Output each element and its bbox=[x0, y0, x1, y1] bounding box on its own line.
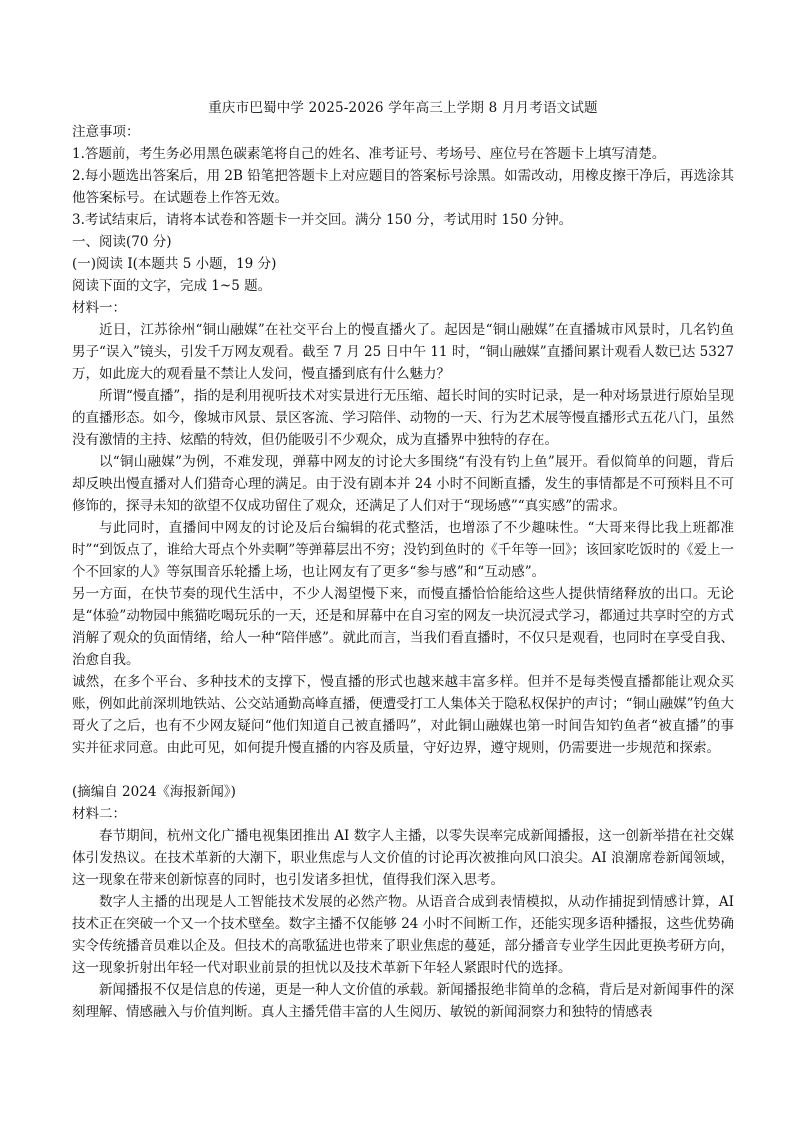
spacer bbox=[72, 759, 734, 781]
paragraph: 春节期间，杭州文化广播电视集团推出 AI 数字人主播，以零失误率完成新闻播报，这一创新举措在社交媒体引发热议。在技术革新的大潮下，职业焦虑与人文价值的讨论再次被推向风口浪尖。AI 浪潮席卷新闻领域，这一现象在带来创新惊喜的同时，也引发诸多担忧，值得我们深入思考。 bbox=[72, 828, 734, 888]
material-label: 材料二： bbox=[72, 806, 126, 822]
paragraph: 与此同时，直播间中网友的讨论及后台编辑的花式整活，也增添了不少趣味性。“大哥来得比我上班都准时”“到饭点了，谁给大哥点个外卖啊”等弹幕层出不穷；没钓到鱼时的《千年等一回》；该回家吃饭时的《爱上一个不回家的人》等氛围音乐轮播上场，也让网友有了更多“参与感”和“互动感”。 bbox=[72, 520, 734, 580]
paragraph: 近日，江苏徐州“铜山融媒”在社交平台上的慢直播火了。起因是“铜山融媒”在直播城市风景时，几名钓鱼男子“误入”镜头，引发千万网友观看。截至 7 月 25 日中午 11 时，“铜山融媒”直播间累计观看人数已达 5327 万，如此庞大的观看量不禁让人发问，慢直播到底有什么魅力？ bbox=[72, 322, 734, 382]
exam-page bbox=[72, 97, 734, 1023]
paragraph: 所谓“慢直播”，指的是利用视听技术对实景进行无压缩、超长时间的实时记录，是一种对场景进行原始呈现的直播形态。如今，像城市风景、景区客流、学习陪伴、动物的一天、行为艺术展等慢直播形式五花八门，虽然没有激情的主持、炫酷的特效，但仍能吸引不少观众，成为直播界中独特的存在。 bbox=[72, 388, 734, 448]
paragraph: 数字人主播的出现是人工智能技术发展的必然产物。从语音合成到表情模拟，从动作捕捉到情感计算，AI 技术正在突破一个又一个技术壁垒。数字主播不仅能够 24 小时不间断工作，还能实现多语种播报，这些优势确实令传统播音员难以企及。但技术的高歌猛进也带来了职业焦虑的蔓延，部分播音专业学生因此更换考研方向，这一现象折射出年轻一代对职业前景的担忧以及技术革新下年轻人紧跟时代的选择。 bbox=[72, 894, 734, 976]
source-citation: (摘编自 2024《海报新闻》) bbox=[72, 784, 236, 800]
subsection-heading: (一)阅读 I(本题共 5 小题，19 分) bbox=[72, 256, 277, 272]
paragraph: 另一方面，在快节奏的现代生活中，不少人渴望慢下来，而慢直播恰恰能给这些人提供情绪释放的出口。无论是“体验”动物园中熊猫吃喝玩乐的一天，还是和屏幕中在自习室的网友一块沉浸式学习，都通过共享时空的方式消解了观众的负面情绪，给人一种“陪伴感”。就此而言，当我们看直播时，不仅只是观看，也同时在享受自我、治愈自我。 bbox=[72, 586, 734, 668]
paragraph: 新闻播报不仅是信息的传递，更是一种人文价值的承载。新闻播报绝非简单的念稿，背后是对新闻事件的深刻理解、情感融入与价值判断。真人主播凭借丰富的人生阅历、敏锐的新闻洞察力和独特的情感表 bbox=[72, 982, 734, 1020]
paragraph: 诚然，在多个平台、多种技术的支撑下，慢直播的形式也越来越丰富多样。但并不是每类慢直播都能让观众买账，例如此前深圳地铁站、公交站通勤高峰直播，便遭受打工人集体关于隐私权保护的声讨；“铜山融媒”钓鱼大哥火了之后，也有不少网友疑问“他们知道自己被直播吗”，对此铜山融媒也第一时间告知钓鱼者“被直播”的事实并征求同意。由此可见，如何提升慢直播的内容及质量，守好边界，遵守规则，仍需要进一步规范和探索。 bbox=[72, 674, 734, 756]
notice-item: 3.考试结束后，请将本试卷和答题卡一并交回。满分 150 分，考试用时 150 分钟。 bbox=[72, 212, 573, 228]
section-heading: 一、阅读(70 分) bbox=[72, 234, 172, 250]
reading-instruction: 阅读下面的文字，完成 1~5 题。 bbox=[72, 278, 272, 294]
material-label: 材料一： bbox=[72, 300, 126, 316]
notice-heading: 注意事项： bbox=[72, 124, 140, 140]
notice-item: 1.答题前，考生务必用黑色碳素笔将自己的姓名、准考证号、考场号、座位号在答题卡上填写清楚。 bbox=[72, 146, 666, 162]
paragraph: 以“铜山融媒”为例，不难发现，弹幕中网友的讨论大多围绕“有没有钓上鱼”展开。看似简单的问题，背后却反映出慢直播对人们猎奇心理的满足。由于没有剧本并 24 小时不间断直播，发生的事情都是不可预料且不可修饰的，探寻未知的欲望不仅成功留住了观众，还满足了人们对于“现场感”“真实感”的需求。 bbox=[72, 454, 734, 514]
exam-title: 重庆市巴蜀中学 2025-2026 学年高三上学期 8 月月考语文试题 bbox=[208, 100, 598, 116]
notice-item: 2.每小题选出答案后，用 2B 铅笔把答题卡上对应题目的答案标号涂黑。如需改动，用橡皮擦干净后，再选涂其他答案标号。在试题卷上作答无效。 bbox=[72, 168, 734, 206]
